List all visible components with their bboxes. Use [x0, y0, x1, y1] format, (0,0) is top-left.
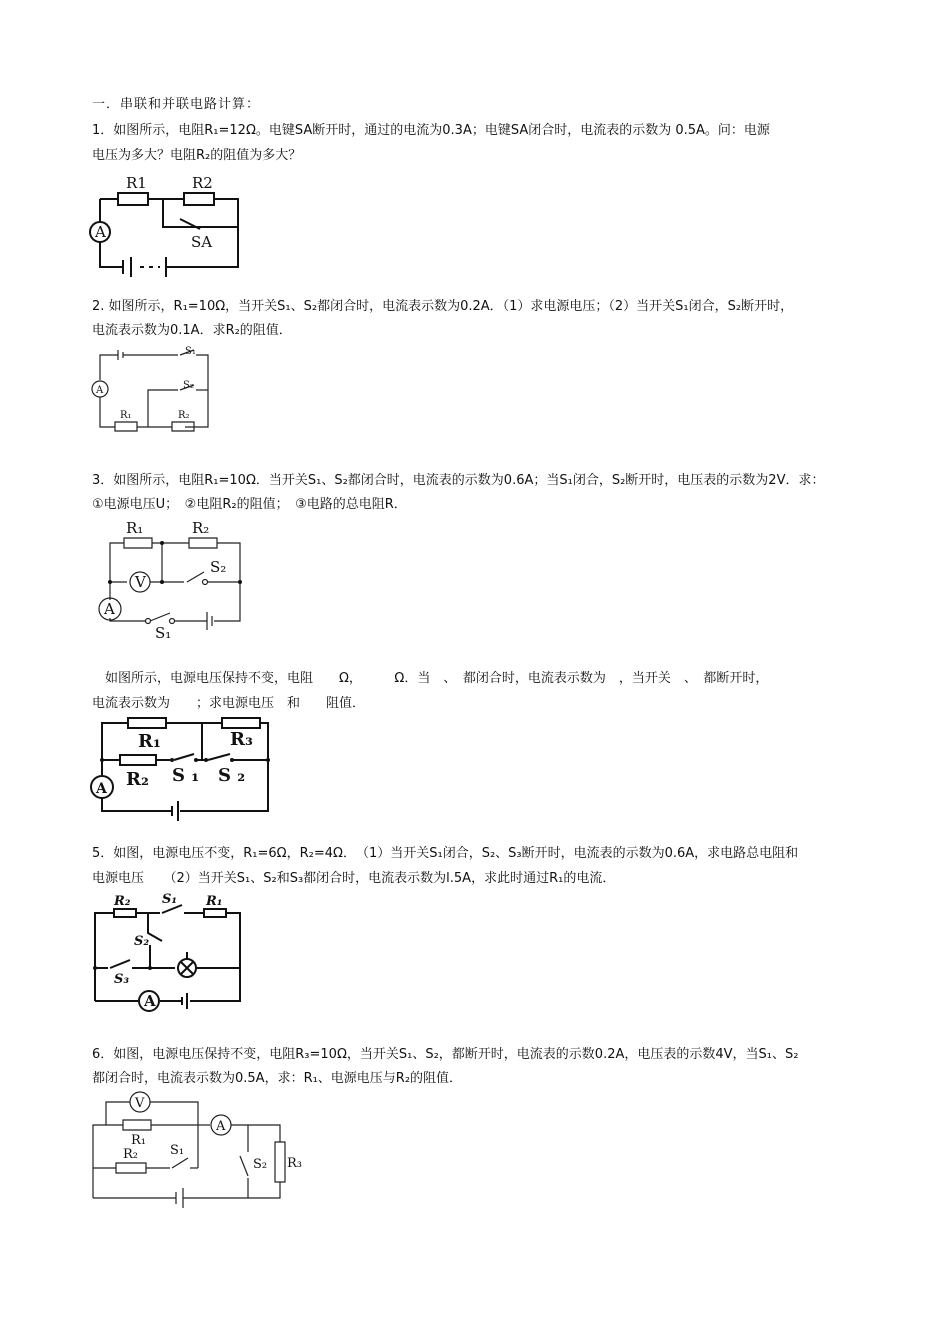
svg-text:A: A: [216, 1119, 226, 1134]
problem-2-line-1: 2. 如图所示，R₁=10Ω，当开关S₁、S₂都闭合时，电流表示数为0.2A．（1）求电源电压；（2）当开关S₁闭合，S₂断开时，: [92, 299, 794, 314]
problem-3-line-2: ①电源电压U； ②电阻R₂的阻值； ③电路的总电阻R．: [92, 497, 407, 512]
svg-text:R1: R1: [126, 174, 147, 192]
svg-text:S₁: S₁: [162, 892, 178, 907]
circuit-diagram-5: [90, 892, 245, 1010]
svg-text:R₂: R₂: [192, 519, 210, 537]
svg-text:R₂: R₂: [126, 769, 149, 790]
svg-text:R₁: R₁: [131, 1133, 146, 1148]
problem-4-line-2: 电流表示数为 ；求电源电压 和 阻值．: [92, 696, 366, 711]
svg-text:A: A: [95, 223, 106, 241]
svg-text:R₂: R₂: [178, 410, 190, 421]
svg-text:S ₁: S ₁: [172, 765, 200, 786]
problem-2-line-2: 电流表示数为0.1A．求R₂的阻值．: [92, 323, 292, 338]
svg-text:S₂: S₂: [183, 380, 194, 391]
circuit-diagram-3: [92, 518, 252, 643]
circuit-diagram-4: [90, 713, 275, 818]
problem-4-line-1: 如图所示，电源电压保持不变，电阻 Ω， Ω．当 、 都闭合时，电流表示数为 ，当开关 、 都断开时，: [92, 671, 769, 686]
svg-text:V: V: [135, 573, 146, 591]
svg-text:R₁: R₁: [120, 410, 132, 421]
svg-text:A: A: [96, 781, 107, 797]
svg-text:S₂: S₂: [253, 1157, 268, 1172]
svg-text:S₂: S₂: [210, 558, 227, 576]
svg-text:S₁: S₁: [185, 346, 196, 357]
svg-text:A: A: [144, 992, 156, 1010]
svg-text:S₁: S₁: [170, 1143, 185, 1158]
problem-1-line-2: 电压为多大？电阻R₂的阻值为多大？: [92, 148, 302, 163]
svg-text:R₁: R₁: [126, 519, 144, 537]
svg-text:S₁: S₁: [155, 624, 172, 642]
problem-3-line-1: 3．如图所示，电阻R₁=10Ω．当开关S₁、S₂都闭合时，电流表的示数为0.6A；当S₁闭合，S₂断开时，电压表的示数为2V．求：: [92, 473, 825, 488]
svg-text:A: A: [104, 600, 115, 618]
problem-6-line-1: 6．如图，电源电压保持不变，电阻R₃=10Ω，当开关S₁、S₂，都断开时，电流表的示数0.2A，电压表的示数4V，当S₁、S₂: [92, 1047, 799, 1062]
svg-text:SA: SA: [191, 233, 213, 251]
svg-text:S₃: S₃: [114, 972, 130, 987]
svg-text:R₁: R₁: [206, 894, 223, 909]
svg-text:R₁: R₁: [138, 731, 161, 752]
problem-5-line-1: 5．如图，电源电压不变，R₁=6Ω，R₂=4Ω． （1）当开关S₁闭合，S₂、S₃断开时，电流表的示数为0.6A，求电路总电阻和: [92, 846, 799, 861]
problem-1-line-1: 1．如图所示，电阻R₁=12Ω。电键SA断开时，通过的电流为0.3A；电键SA闭合时，电流表的示数为 0.5A。问：电源: [92, 123, 770, 138]
circuit-diagram-6: [88, 1090, 303, 1215]
problem-6-line-2: 都闭合时，电流表示数为0.5A，求：R₁、电源电压与R₂的阻值．: [92, 1071, 463, 1086]
section-title: 一．串联和并联电路计算：: [92, 97, 261, 112]
svg-text:R₂: R₂: [123, 1147, 138, 1162]
circuit-diagram-2: [90, 345, 212, 430]
svg-text:R₂: R₂: [114, 894, 131, 909]
svg-text:V: V: [135, 1096, 145, 1111]
svg-text:S ₂: S ₂: [218, 765, 246, 786]
svg-text:A: A: [96, 385, 104, 396]
svg-text:R2: R2: [192, 174, 213, 192]
circuit-diagram-1: [88, 172, 248, 272]
svg-text:S₂: S₂: [134, 934, 150, 949]
svg-text:R₃: R₃: [230, 729, 253, 750]
svg-text:R₃: R₃: [287, 1156, 302, 1171]
problem-5-line-2: 电源电压 （2）当开关S₁、S₂和S₃都闭合时，电流表示数为l.5A，求此时通过R₁的电流．: [92, 871, 616, 886]
